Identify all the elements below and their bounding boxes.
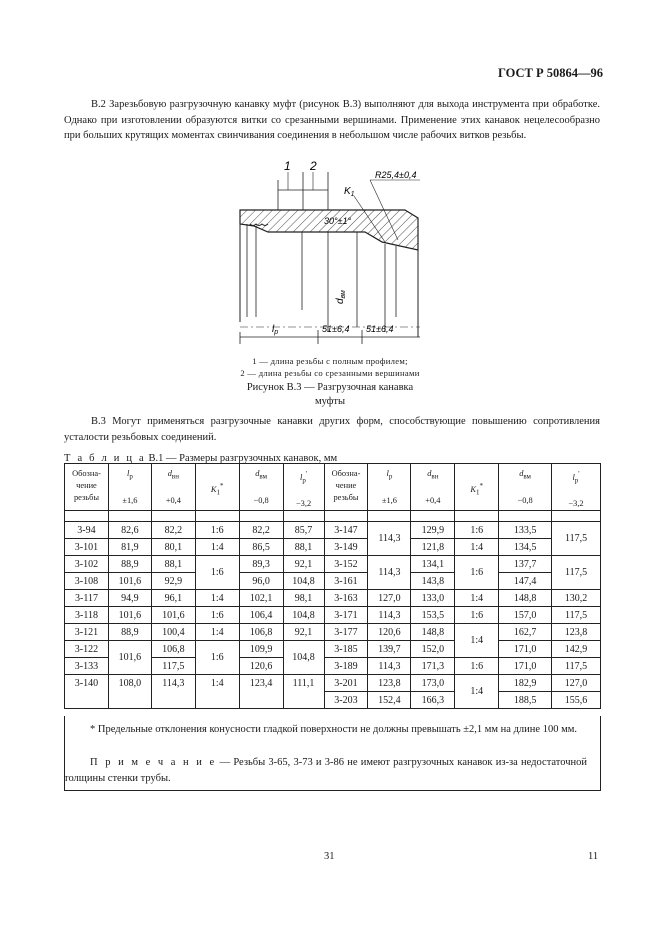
table-cell: 96,0 <box>239 573 283 590</box>
th-k1-2: $K_1^*$ <box>455 464 499 511</box>
table-cell: 171,3 <box>411 658 455 675</box>
table-cell <box>368 511 411 522</box>
table-cell: 3-152 <box>324 556 368 573</box>
table-title: В.1 — Размеры разгрузочных канавок, мм <box>148 453 338 464</box>
table-cell: 1:6 <box>195 641 239 675</box>
table-cell: 143,8 <box>411 573 455 590</box>
table-cell <box>239 511 283 522</box>
table-cell: 1:4 <box>195 624 239 641</box>
table-cell: 3-177 <box>324 624 368 641</box>
table-cell: 1:6 <box>455 658 499 675</box>
table-cell <box>108 692 151 709</box>
table-cell: 1:4 <box>195 539 239 556</box>
table-cell: 80,1 <box>151 539 195 556</box>
th-lp-prime: $l_р'$ −3,2 <box>283 464 324 511</box>
table-cell: 157,0 <box>499 607 552 624</box>
th-dvm: $d_{вм}$ −0,8 <box>239 464 283 511</box>
table-cell: 3-133 <box>65 658 109 675</box>
table-cell <box>65 511 109 522</box>
table-cell: 162,7 <box>499 624 552 641</box>
table-cell: 96,1 <box>151 590 195 607</box>
table-cell: 1:6 <box>195 556 239 590</box>
table-cell: 114,3 <box>368 658 411 675</box>
table-cell <box>65 692 109 709</box>
table-cell: 171,0 <box>499 658 552 675</box>
table-cell: 147,4 <box>499 573 552 590</box>
table-cell: 1:6 <box>195 607 239 624</box>
table-cell: 100,4 <box>151 624 195 641</box>
table-cell <box>499 511 552 522</box>
table-cell: 81,9 <box>108 539 151 556</box>
table-cell: 152,4 <box>368 692 411 709</box>
table-cell: 3-117 <box>65 590 109 607</box>
table-cell <box>195 692 239 709</box>
figure-caption-line1: Рисунок В.3 — Разгрузочная канавка <box>246 382 414 393</box>
table-row <box>65 692 601 709</box>
table-cell: 123,8 <box>368 675 411 692</box>
figure-label-1: 1 <box>284 159 291 173</box>
table-cell: 130,2 <box>552 590 601 607</box>
table-cell: 3-121 <box>65 624 109 641</box>
table-row <box>65 607 601 624</box>
table-cell: 117,5 <box>552 522 601 556</box>
table-cell: 117,5 <box>552 556 601 590</box>
page-number-center: 31 <box>324 851 335 862</box>
table-cell <box>411 511 455 522</box>
grooves-table <box>64 463 601 709</box>
table-cell: 3-161 <box>324 573 368 590</box>
table-cell: 1:4 <box>195 675 239 692</box>
figure-label-radius: R25,4±0,4 <box>375 170 417 180</box>
table-cell: 82,2 <box>239 522 283 539</box>
figure-legend-2: 2 — длина резьбы со срезанными вершинами <box>240 368 420 378</box>
th-designation-2: Обозна- чение резьбы <box>324 464 368 511</box>
table-cell: 3-147 <box>324 522 368 539</box>
table-cell: 3-122 <box>65 641 109 658</box>
table-cell: 102,1 <box>239 590 283 607</box>
table-cell <box>324 511 368 522</box>
table-cell: 1:4 <box>455 624 499 658</box>
table-cell: 1:6 <box>455 556 499 590</box>
th-lp-prime-2: $l_р'$ −3,2 <box>552 464 601 511</box>
figure-label-k1: $K_1$ <box>344 186 355 198</box>
table-cell: 92,1 <box>283 624 324 641</box>
table-cell: 152,0 <box>411 641 455 658</box>
th-lp: $l_р$ ±1,6 <box>108 464 151 511</box>
table-cell: 106,8 <box>151 641 195 658</box>
standard-header: ГОСТ Р 50864—96 <box>497 66 603 80</box>
table-cell: 101,6 <box>108 573 151 590</box>
paragraph-b2: В.2 Зарезьбовую разгрузочную канавку муфт (рисунок В.3) выполняют для выхода инструмента при обработке. Однако при изготовлении образуются витки со срезанными вершинами. Применение этих канавок нецелесообразно при больших крутящих моментах свинчивания соединения в небольшом числе рабочих витков резьбы. <box>64 99 600 141</box>
table-cell: 114,3 <box>151 675 195 692</box>
table-cell: 3-163 <box>324 590 368 607</box>
figure-label-dvm: $d_{вм}$ <box>335 290 347 304</box>
table-cell: 1:4 <box>455 539 499 556</box>
table-cell: 106,4 <box>239 607 283 624</box>
th-lp-2: $l_р$ ±1,6 <box>368 464 411 511</box>
table-row <box>65 573 601 590</box>
table-cell <box>283 511 324 522</box>
table-cell: 1:4 <box>455 675 499 709</box>
table-cell: 88,1 <box>151 556 195 573</box>
table-cell: 142,9 <box>552 641 601 658</box>
figure-label-51a: 51±6,4 <box>322 324 350 334</box>
th-designation: Обозна- чение резьбы <box>65 464 109 511</box>
table-note: П р и м е ч а н и е — Резьбы 3-65, 3-73 и 3-86 не имеют разгрузочных канавок из-за недостаточной толщины стенки трубы. <box>64 757 587 784</box>
table-cell: 127,0 <box>552 675 601 692</box>
table-cell: 94,9 <box>108 590 151 607</box>
table-cell: 117,5 <box>552 607 601 624</box>
table-cell: 101,6 <box>151 607 195 624</box>
table-row <box>65 624 601 641</box>
table-cell: 123,8 <box>552 624 601 641</box>
table-cell: 114,3 <box>368 522 411 556</box>
table-cell: 133,0 <box>411 590 455 607</box>
table-cell: 1:6 <box>455 607 499 624</box>
th-dvm-2: $d_{вм}$ −0,8 <box>499 464 552 511</box>
table-cell: 86,5 <box>239 539 283 556</box>
table-row <box>65 675 601 692</box>
table-cell: 3-185 <box>324 641 368 658</box>
figure-b3-drawing <box>220 152 460 352</box>
table-cell: 1:6 <box>455 522 499 539</box>
table-cell: 3-102 <box>65 556 109 573</box>
table-cell <box>151 511 195 522</box>
table-cell: 114,3 <box>368 607 411 624</box>
table-cell: 3-203 <box>324 692 368 709</box>
table-cell: 89,3 <box>239 556 283 573</box>
table-cell: 92,9 <box>151 573 195 590</box>
table-cell: 123,4 <box>239 675 283 692</box>
table-cell: 133,5 <box>499 522 552 539</box>
table-cell: 148,8 <box>411 624 455 641</box>
table-cell: 3-189 <box>324 658 368 675</box>
table-cell: 88,1 <box>283 539 324 556</box>
table-cell: 137,7 <box>499 556 552 573</box>
table-cell: 104,8 <box>283 573 324 590</box>
figure-label-angle: 30°±1° <box>324 216 352 226</box>
table-cell: 3-118 <box>65 607 109 624</box>
table-cell: 1:4 <box>195 590 239 607</box>
table-footnote: * Предельные отклонения конусности гладкой поверхности не должны превышать ±2,1 мм на длине 100 мм. <box>90 724 577 735</box>
table-cell: 3-171 <box>324 607 368 624</box>
table-row <box>65 641 601 658</box>
table-cell: 82,6 <box>108 522 151 539</box>
table-cell: 1:6 <box>195 522 239 539</box>
figure-label-51b: 51±6,4 <box>366 324 394 334</box>
th-dvn: $d_{вн}$ +0,4 <box>151 464 195 511</box>
table-cell: 155,6 <box>552 692 601 709</box>
table-cell: 82,2 <box>151 522 195 539</box>
table-cell: 101,6 <box>108 641 151 675</box>
table-cell: 114,3 <box>368 556 411 590</box>
table-cell: 104,8 <box>283 607 324 624</box>
table-cell: 134,5 <box>499 539 552 556</box>
table-cell <box>151 692 195 709</box>
table-cell: 108,0 <box>108 675 151 692</box>
table-cell: 117,5 <box>552 658 601 675</box>
paragraph-b3: В.3 Могут применяться разгрузочные канавки других форм, способствующие повышению сопротивления усталости резьбовых соединений. <box>64 416 600 443</box>
table-cell <box>283 692 324 709</box>
table-cell: 134,1 <box>411 556 455 573</box>
table-cell: 3-108 <box>65 573 109 590</box>
table-cell: 171,0 <box>499 641 552 658</box>
table-cell: 88,9 <box>108 556 151 573</box>
table-cell: 3-149 <box>324 539 368 556</box>
table-row <box>65 522 601 539</box>
table-cell <box>195 511 239 522</box>
table-cell: 111,1 <box>283 675 324 692</box>
table-cell <box>108 511 151 522</box>
table-cell: 104,8 <box>283 641 324 675</box>
table-cell: 148,8 <box>499 590 552 607</box>
table-row <box>65 556 601 573</box>
table-cell: 3-94 <box>65 522 109 539</box>
table-cell: 120,6 <box>368 624 411 641</box>
table-cell: 3-140 <box>65 675 109 692</box>
figure-label-2: 2 <box>310 159 317 173</box>
table-cell <box>552 511 601 522</box>
table-cell: 3-101 <box>65 539 109 556</box>
table-cell: 173,0 <box>411 675 455 692</box>
table-cell: 121,8 <box>411 539 455 556</box>
table-cell: 153,5 <box>411 607 455 624</box>
table-cell: 129,9 <box>411 522 455 539</box>
table-cell: 101,6 <box>108 607 151 624</box>
table-cell: 3-201 <box>324 675 368 692</box>
figure-caption-line2: муфты <box>314 396 346 407</box>
table-cell: 182,9 <box>499 675 552 692</box>
table-label: Т а б л и ц а <box>64 453 146 464</box>
table-cell: 1:4 <box>455 590 499 607</box>
table-cell: 139,7 <box>368 641 411 658</box>
table-cell: 166,3 <box>411 692 455 709</box>
table-cell <box>455 511 499 522</box>
table-cell: 85,7 <box>283 522 324 539</box>
table-cell: 98,1 <box>283 590 324 607</box>
table-cell: 120,6 <box>239 658 283 675</box>
figure-legend-1: 1 — длина резьбы с полным профилем; <box>252 356 408 366</box>
figure-label-lp: $l_p$ <box>272 324 279 336</box>
table-cell: 106,8 <box>239 624 283 641</box>
table-header-row <box>65 464 601 511</box>
table-cell: 188,5 <box>499 692 552 709</box>
table-cell: 117,5 <box>151 658 195 675</box>
th-k1: $K_1^*$ <box>195 464 239 511</box>
table-row <box>65 590 601 607</box>
table-cell: 88,9 <box>108 624 151 641</box>
table-row <box>65 539 601 556</box>
table-cell: 109,9 <box>239 641 283 658</box>
table-cell: 92,1 <box>283 556 324 573</box>
page-number-right: 11 <box>588 851 599 862</box>
table-cell: 127,0 <box>368 590 411 607</box>
th-dvn-2: $d_{вн}$ +0,4 <box>411 464 455 511</box>
table-cell <box>239 692 283 709</box>
